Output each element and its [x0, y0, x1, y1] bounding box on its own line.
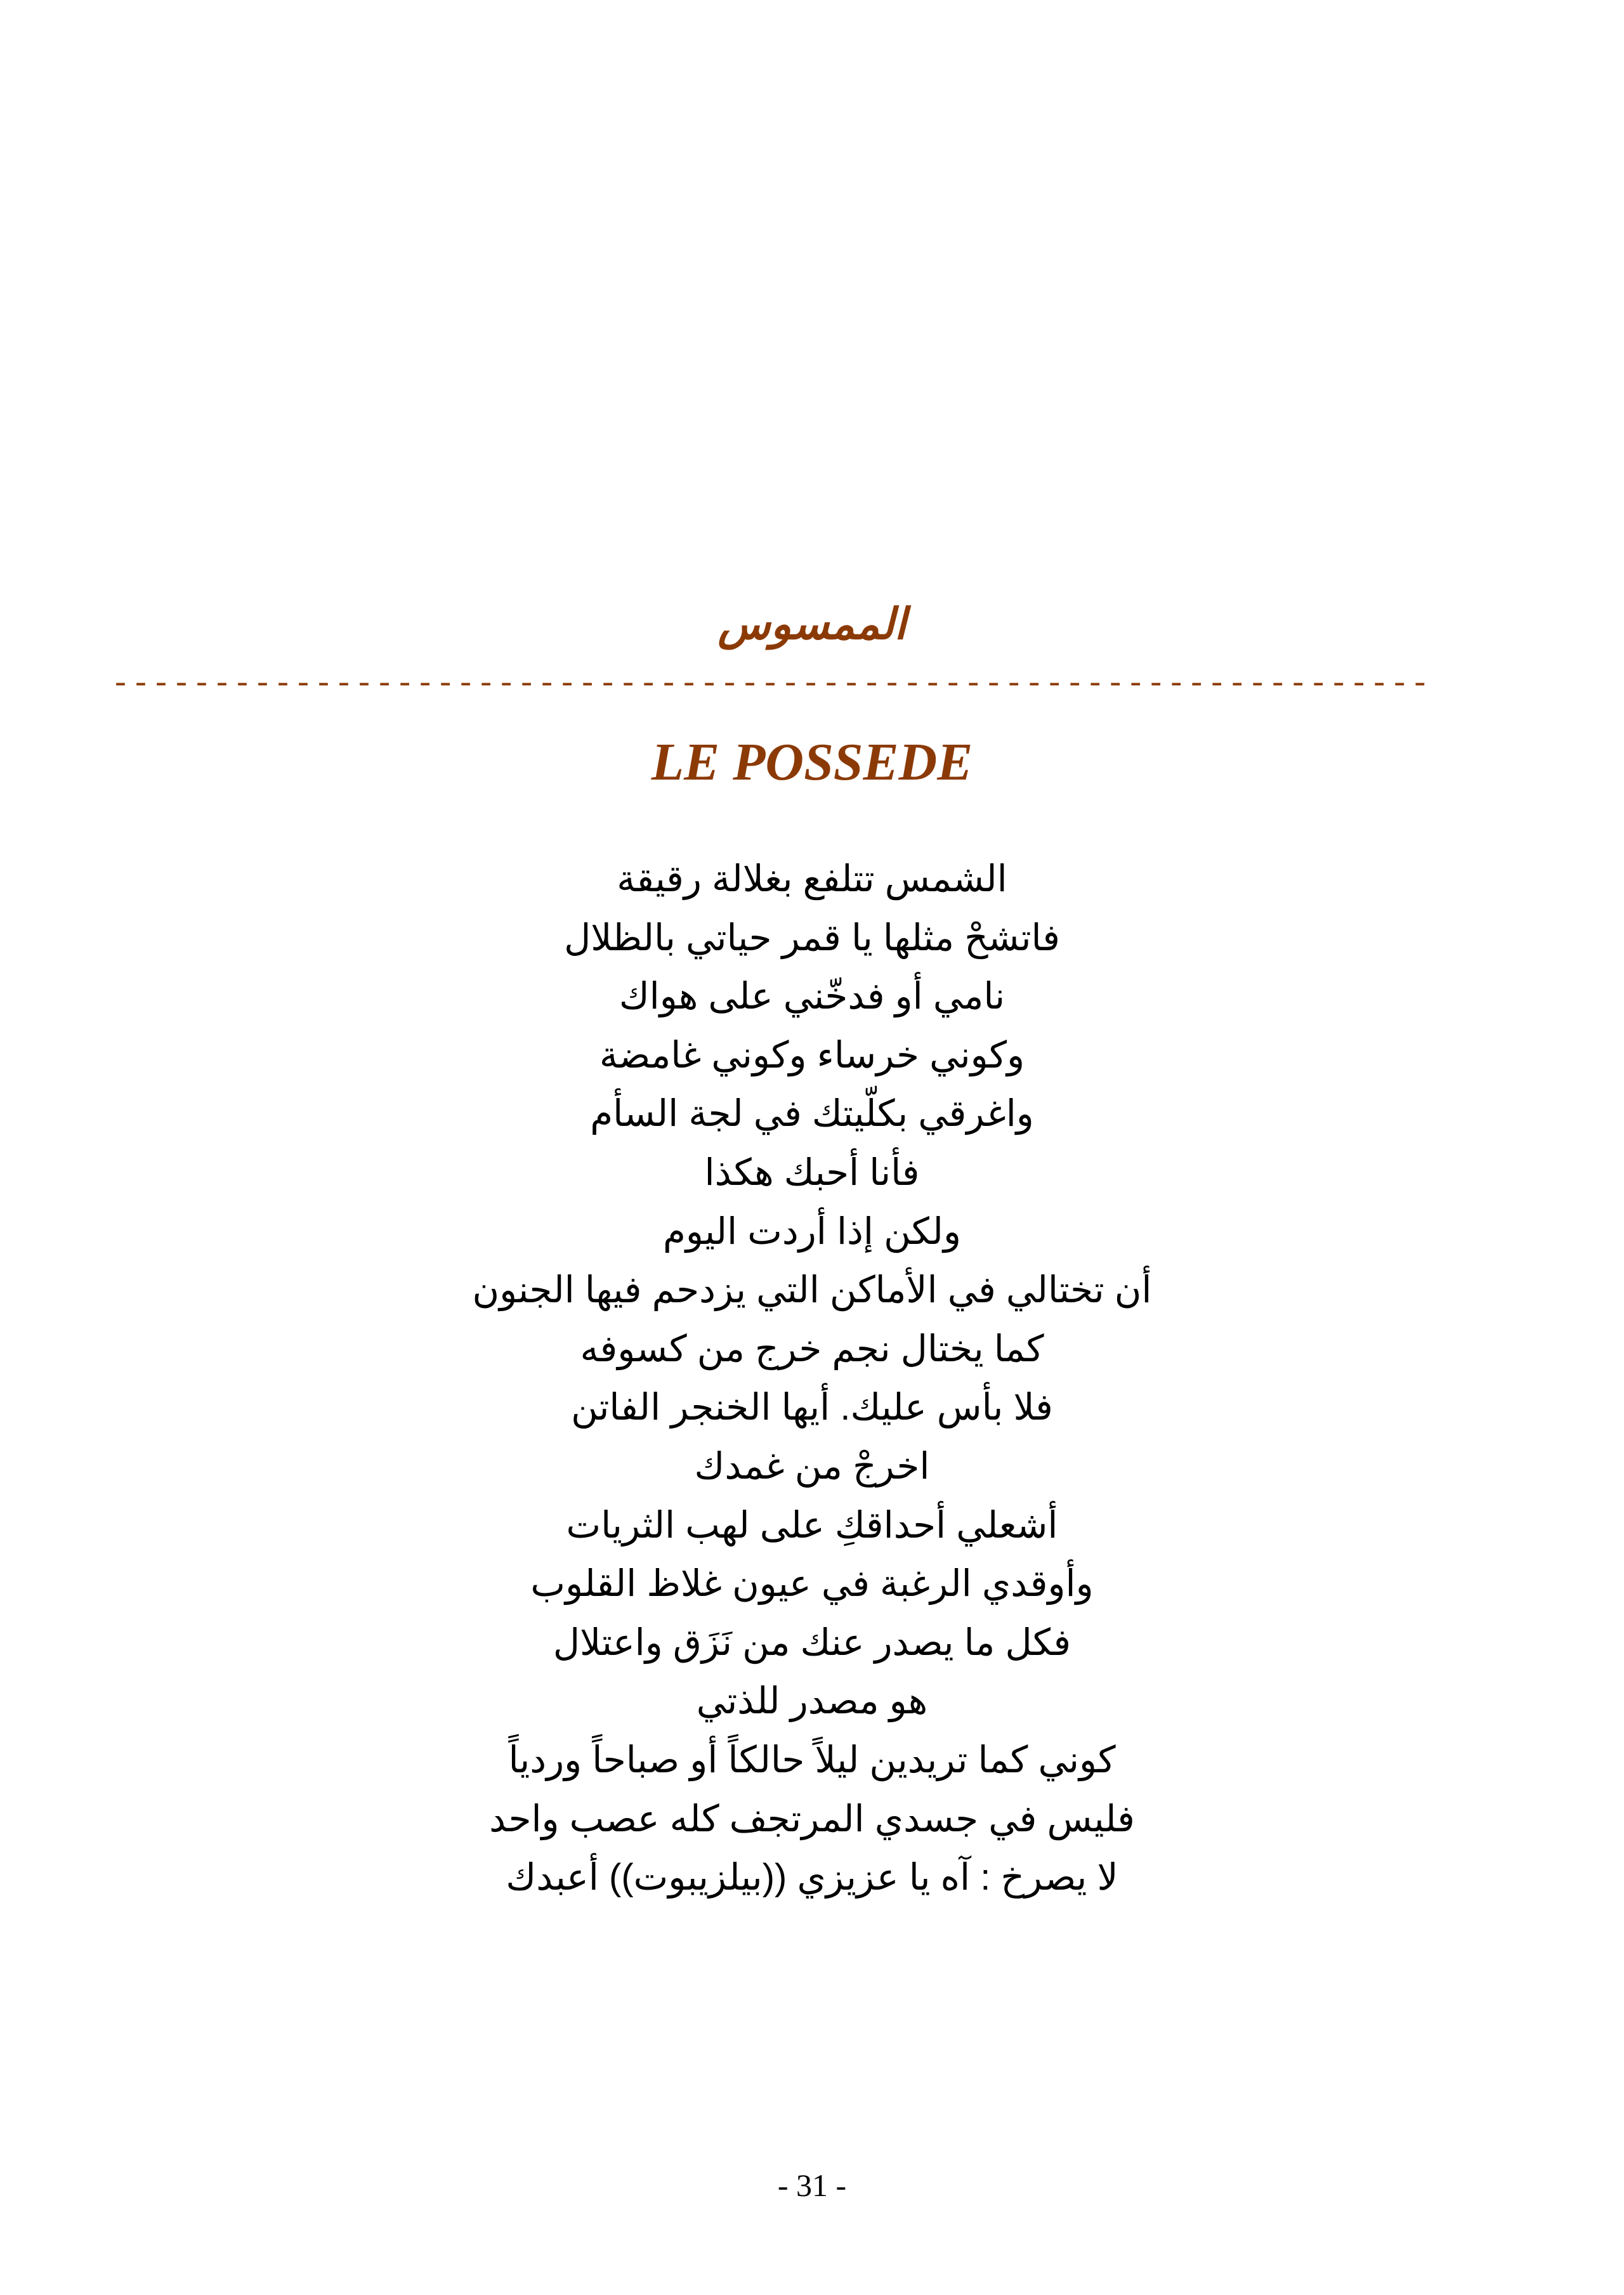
poem-line: ولكن إذا أردت اليوم	[663, 1210, 961, 1252]
poem-line: فأنا أحبك هكذا	[704, 1151, 920, 1193]
arabic-title: الممسوس	[717, 599, 907, 650]
poem-line: كما يختال نجم خرج من كسوفه	[580, 1328, 1044, 1370]
poem-line: فكل ما يصدر عنك من نَزَق واعتلال	[553, 1621, 1071, 1663]
poem-line: واغرقي بكلّيتك في لجة السأم	[590, 1093, 1034, 1135]
poem-line: نامي أو فدخّني على هواك	[619, 976, 1005, 1017]
poem-line: فليس في جسدي المرتجف كله عصب واحد	[489, 1798, 1135, 1840]
dashed-divider: -----------------------------------------------------------------	[111, 672, 1431, 698]
poem-line: كوني كما تريدين ليلاً حالكاً أو صباحاً وردياً	[508, 1739, 1116, 1781]
poem-line: فلا بأس عليك. أيها الخنجر الفاتن	[571, 1387, 1053, 1429]
french-title: LE POSSEDE	[651, 733, 973, 792]
poem	[0, 850, 1624, 1907]
poem-line: أشعلي أحداقكِ على لهب الثريات	[566, 1504, 1058, 1546]
poem-line: وأوقدي الرغبة في عيون غلاظ القلوب	[530, 1563, 1094, 1605]
poem-line: وكوني خرساء وكوني غامضة	[599, 1034, 1025, 1076]
poem-line: الشمس تتلفع بغلالة رقيقة	[617, 858, 1007, 899]
poem-line: لا يصرخ : آه يا عزيزي ((بيلزيبوت)) أعبدك	[506, 1857, 1118, 1899]
poem-line: فاتشحْ مثلها يا قمر حياتي بالظلال	[564, 917, 1060, 958]
poem-line: اخرجْ من غمدك	[694, 1445, 930, 1487]
page-number: - 31 -	[777, 2168, 847, 2203]
poem-line: أن تختالي في الأماكن التي يزدحم فيها الجنون	[472, 1269, 1152, 1311]
poem-line: هو مصدر للذتي	[696, 1680, 928, 1722]
